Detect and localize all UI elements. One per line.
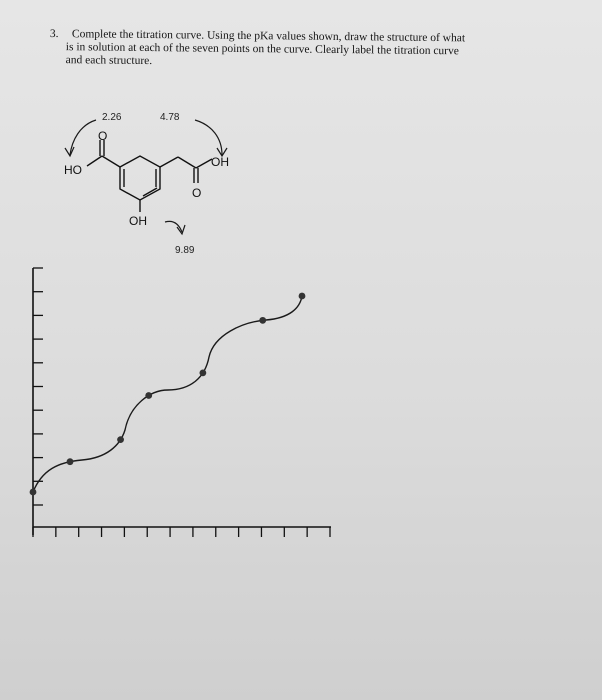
question-line-3: and each structure. xyxy=(65,54,153,68)
atom-left-hydroxyl: HO xyxy=(64,163,82,177)
y-axis-ticks xyxy=(33,268,43,505)
bond-c1-to-ho xyxy=(87,156,102,166)
curve-point xyxy=(117,436,124,443)
molecule-structure xyxy=(87,140,212,212)
atom-carbonyl-top: O xyxy=(98,129,108,143)
question-line-1: Complete the titration curve. Using the pKa values shown, draw the structure of what xyxy=(71,28,466,45)
titration-chart xyxy=(30,268,331,537)
bond-ch2-to-c2 xyxy=(178,157,196,168)
arrow-head-1-icon xyxy=(65,147,74,156)
chart-axes xyxy=(33,268,331,535)
curve-points xyxy=(30,293,306,496)
curve-point xyxy=(199,369,206,376)
atom-carbonyl-bottom: O xyxy=(192,186,202,200)
curve-point xyxy=(30,489,37,496)
pka-label-3: 9.89 xyxy=(175,245,195,256)
x-axis-ticks xyxy=(33,527,330,537)
curve-point xyxy=(299,293,306,300)
titration-curve xyxy=(33,296,302,492)
atom-ring-hydroxyl: OH xyxy=(129,214,147,228)
pka-label-2: 4.78 xyxy=(160,112,180,123)
curve-point xyxy=(67,458,74,465)
benzene-ring xyxy=(120,156,160,200)
question-line-2: is in solution at each of the seven points on the curve. Clearly label the titration curve xyxy=(65,41,459,58)
atom-right-hydroxyl: OH xyxy=(211,155,229,169)
bond-ring-to-c1 xyxy=(102,156,120,167)
pka-label-1: 2.26 xyxy=(102,112,122,123)
curve-point xyxy=(259,317,266,324)
bond-ring-to-ch2 xyxy=(160,157,178,167)
curve-point xyxy=(145,392,152,399)
arrow-pka-1 xyxy=(70,120,96,155)
bond-c2-to-oh xyxy=(196,159,212,168)
question-number: 3. xyxy=(49,28,59,41)
